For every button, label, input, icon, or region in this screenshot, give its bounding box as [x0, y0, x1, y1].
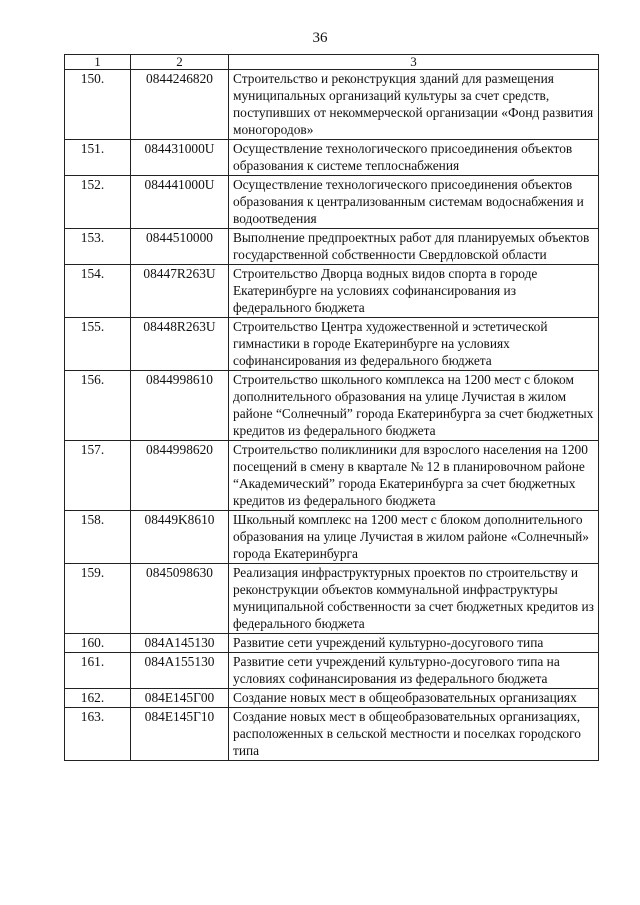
table-body: [65, 55, 599, 761]
column-header-3: 3: [229, 55, 599, 70]
row-name-cell: Развитие сети учреждений культурно-досугового типа: [229, 634, 599, 653]
row-code-cell: 084А155130: [131, 653, 229, 689]
row-name-cell: Выполнение предпроектных работ для планируемых объектов государственной собственности Свердловской области: [229, 229, 599, 265]
row-code-cell: 084Е145Г00: [131, 689, 229, 708]
row-code-cell: 084431000U: [131, 140, 229, 176]
row-number-cell: 151.: [65, 140, 131, 176]
row-code-cell: 084441000U: [131, 176, 229, 229]
page-number: 36: [312, 30, 328, 46]
row-number-cell: 152.: [65, 176, 131, 229]
row-name-cell: Реализация инфраструктурных проектов по строительству и реконструкции объектов коммунальной инфраструктуры муниципальной собственности за счет бюджетных кредитов из федерального бюджета: [229, 564, 599, 634]
row-code-cell: 0844998610: [131, 371, 229, 441]
row-name-cell: Создание новых мест в общеобразовательных организациях: [229, 689, 599, 708]
column-header-2: 2: [131, 55, 229, 70]
row-name-cell: Осуществление технологического присоединения объектов образования к системе теплоснабжения: [229, 140, 599, 176]
row-number-cell: 154.: [65, 265, 131, 318]
row-code-cell: 0844246820: [131, 70, 229, 140]
table-row: [65, 708, 599, 761]
table-row: [65, 634, 599, 653]
row-name-cell: Строительство поликлиники для взрослого населения на 1200 посещений в смену в квартале № 12 в планировочном районе “Академический” города Екатеринбурга за счет бюджетных кредитов из федерального бюджета: [229, 441, 599, 511]
row-number-cell: 161.: [65, 653, 131, 689]
table-row: [65, 229, 599, 265]
row-number-cell: 155.: [65, 318, 131, 371]
row-number-cell: 162.: [65, 689, 131, 708]
row-number-cell: 157.: [65, 441, 131, 511]
row-name-cell: Развитие сети учреждений культурно-досугового типа на условиях софинансирования из федерального бюджета: [229, 653, 599, 689]
row-code-cell: 0844998620: [131, 441, 229, 511]
table-row: [65, 265, 599, 318]
row-name-cell: Строительство Дворца водных видов спорта в городе Екатеринбурге на условиях софинансирования из федерального бюджета: [229, 265, 599, 318]
table-row: [65, 318, 599, 371]
row-name-cell: Строительство и реконструкция зданий для размещения муниципальных организаций культуры за счет средств, поступивших от некоммерческой организации «Фонд развития моногородов»: [229, 70, 599, 140]
row-number-cell: 163.: [65, 708, 131, 761]
row-code-cell: 0844510000: [131, 229, 229, 265]
table-row: [65, 176, 599, 229]
table-row: [65, 70, 599, 140]
row-code-cell: 08449K8610: [131, 511, 229, 564]
row-number-cell: 159.: [65, 564, 131, 634]
row-code-cell: 084А145130: [131, 634, 229, 653]
table-row: [65, 371, 599, 441]
table-row: [65, 689, 599, 708]
row-code-cell: 08448R263U: [131, 318, 229, 371]
table-row: [65, 564, 599, 634]
row-code-cell: 08447R263U: [131, 265, 229, 318]
table-row: [65, 441, 599, 511]
row-name-cell: Строительство Центра художественной и эстетической гимнастики в городе Екатеринбурге на условиях софинансирования из федерального бюджета: [229, 318, 599, 371]
row-code-cell: 0845098630: [131, 564, 229, 634]
budget-table: [64, 54, 599, 761]
row-number-cell: 150.: [65, 70, 131, 140]
row-name-cell: Создание новых мест в общеобразовательных организациях, расположенных в сельской местности и поселках городского типа: [229, 708, 599, 761]
row-number-cell: 156.: [65, 371, 131, 441]
row-name-cell: Осуществление технологического присоединения объектов образования к централизованным системам водоснабжения и водоотведения: [229, 176, 599, 229]
row-number-cell: 153.: [65, 229, 131, 265]
row-number-cell: 160.: [65, 634, 131, 653]
row-name-cell: Строительство школьного комплекса на 1200 мест с блоком дополнительного образования на улице Лучистая в жилом районе “Солнечный” города Екатеринбурга за счет бюджетных кредитов из федерального бюджета: [229, 371, 599, 441]
row-code-cell: 084Е145Г10: [131, 708, 229, 761]
table-header-row: [65, 55, 599, 70]
row-number-cell: 158.: [65, 511, 131, 564]
table-row: [65, 140, 599, 176]
table-row: [65, 511, 599, 564]
table-row: [65, 653, 599, 689]
row-name-cell: Школьный комплекс на 1200 мест с блоком дополнительного образования на улице Лучистая в жилом районе «Солнечный» города Екатеринбурга: [229, 511, 599, 564]
column-header-1: 1: [65, 55, 131, 70]
